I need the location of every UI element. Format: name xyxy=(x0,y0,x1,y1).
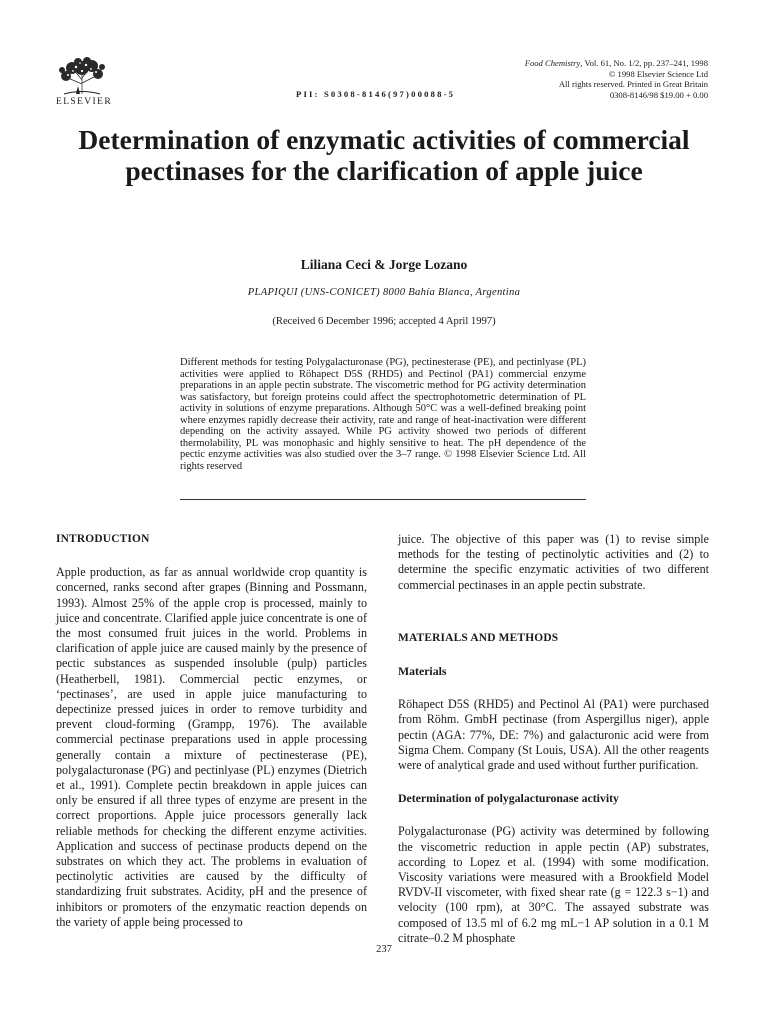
introduction-paragraph: Apple production, as far as annual worldwide crop quantity is concerned, ranks second after grapes (Binning and Possmann, 1993). Almost 25% of the apple crop is processed, mainly to juice and concentrate. Clarified apple juice concentrate is one of the most consumed fruit juices in the world. Problems in clarification of apple juice are caused mainly by the presence of pectic substances as suspended insoluble (pulp) particles (Heatherbell, 1981). Commercial pectic enzymes, or ‘pectinases’, are used in apple juice manufacturing to depectinize pressed juices in order to remove turbidity and prevent cloud-forming (Grampp, 1976). The available commercial pectinase preparations used in apple processing generally contain a mixture of pectinesterase (PE), polygalacturonase (PG) and pectinlyase (PL) enzymes (Dietrich et al., 1991). Complete pectin breakdown in apple juices can only be ensured if all three types of enzyme are present in the correct proportions. Apple juice processors generally lack reliable methods for checking the different enzyme activities. Application and success of pectinase products depend on the substrates on which they act. The problems in evaluation of pectinolytic activities are caused by the difficulty of standardizing fruit substrates. Acidity, pH and the presence of inhibitors or promoters of the enzymatic reaction depends on the variety of apple being processed to xyxy=(56,565,367,929)
materials-subheading: Materials xyxy=(398,664,447,679)
article-title: Determination of enzymatic activities of commercial pectinases for the clarification of apple juice xyxy=(78,124,690,186)
article-authors: Liliana Ceci & Jorge Lozano xyxy=(300,257,468,272)
page-number: 237 xyxy=(376,944,392,955)
publisher-logo xyxy=(56,56,113,107)
received-dates: (Received 6 December 1996; accepted 4 April 1997) xyxy=(272,316,496,327)
materials-paragraph: Röhapect D5S (RHD5) and Pectinol Al (PA1) were purchased from Röhm. GmbH pectinase (from Aspergillus niger), apple pectin (AGA: 77%, DE: 7%) and galacturonic acid were from Sigma Chem. Company (St Louis, USA). All the other reagents were of analytical grade and used without further purification. xyxy=(398,697,709,773)
elsevier-tree-emblem-icon xyxy=(56,56,108,96)
author-affiliation: PLAPIQUI (UNS-CONICET) 8000 Bahía Blanca, Argentina xyxy=(247,287,521,298)
abstract-divider xyxy=(180,499,586,500)
right-column xyxy=(398,532,709,946)
journal-name: Food Chemistry xyxy=(524,58,581,68)
journal-volume-pages: , Vol. 61, No. 1/2, pp. 237–241, 1998 xyxy=(580,58,708,68)
issn-price-line: 0308-8146/98 $19.00 + 0.00 xyxy=(609,89,708,100)
methods-heading: MATERIALS AND METHODS xyxy=(398,631,559,644)
introduction-continued-paragraph: juice. The objective of this paper was (1) to revise simple methods for the testing of pectinolytic activities and (2) to determine the specific enzymatic activities of two different commercial pectinases in an apple pectin substrate. xyxy=(398,532,709,592)
pg-activity-paragraph: Polygalacturonase (PG) activity was determined by following the viscometric reduction in apple pectin (AP) substrates, according to Lopez et al. (1994) with some modification. Viscosity variations were measured with a Brookfield Model RVDV-II viscometer, with fixed shear rate (g = 122.3 s−1) and velocity (100 rpm), at 30°C. The assayed substrate was composed of 13.5 ml of 6.2 mg mL−1 AP solution in a 0.1 M citrate–0.2 M phosphate xyxy=(398,824,709,945)
pg-activity-subheading: Determination of polygalacturonase activity xyxy=(398,791,619,806)
journal-citation xyxy=(525,58,708,69)
copyright-line: © 1998 Elsevier Science Ltd xyxy=(608,68,708,79)
introduction-heading: INTRODUCTION xyxy=(56,533,150,545)
publisher-name: ELSEVIER xyxy=(56,97,113,107)
journal-info xyxy=(525,58,708,100)
left-column xyxy=(56,532,367,930)
abstract-text: Different methods for testing Polygalacturonase (PG), pectinesterase (PE), and pectinlyase (PL) activities were applied to Röhapect D5S (RHD5) and Pectinol (PA1) commercial enzyme preparations in an apple pectin substrate. The viscometric method for PG activity determination was satisfactory, but foreign proteins could affect the spectrophotometric determination of PL activity in solutions of enzyme preparations. Although 50°C was a well-defined breaking point where enzymes rapidly decrease their activity, rate and range of heat-inactivation were different depending on the activity assayed. While PG activity showed two periods of different thermolability, PL was monophasic and highly sensitive to heat. The pH dependence of the pectic enzyme activities was also studied over the 3–7 range. © 1998 Elsevier Science Ltd. All rights reserved xyxy=(180,357,586,472)
pii-code: PII: S0308-8146(97)00088-5 xyxy=(296,89,456,99)
rights-line: All rights reserved. Printed in Great Britain xyxy=(558,79,708,90)
